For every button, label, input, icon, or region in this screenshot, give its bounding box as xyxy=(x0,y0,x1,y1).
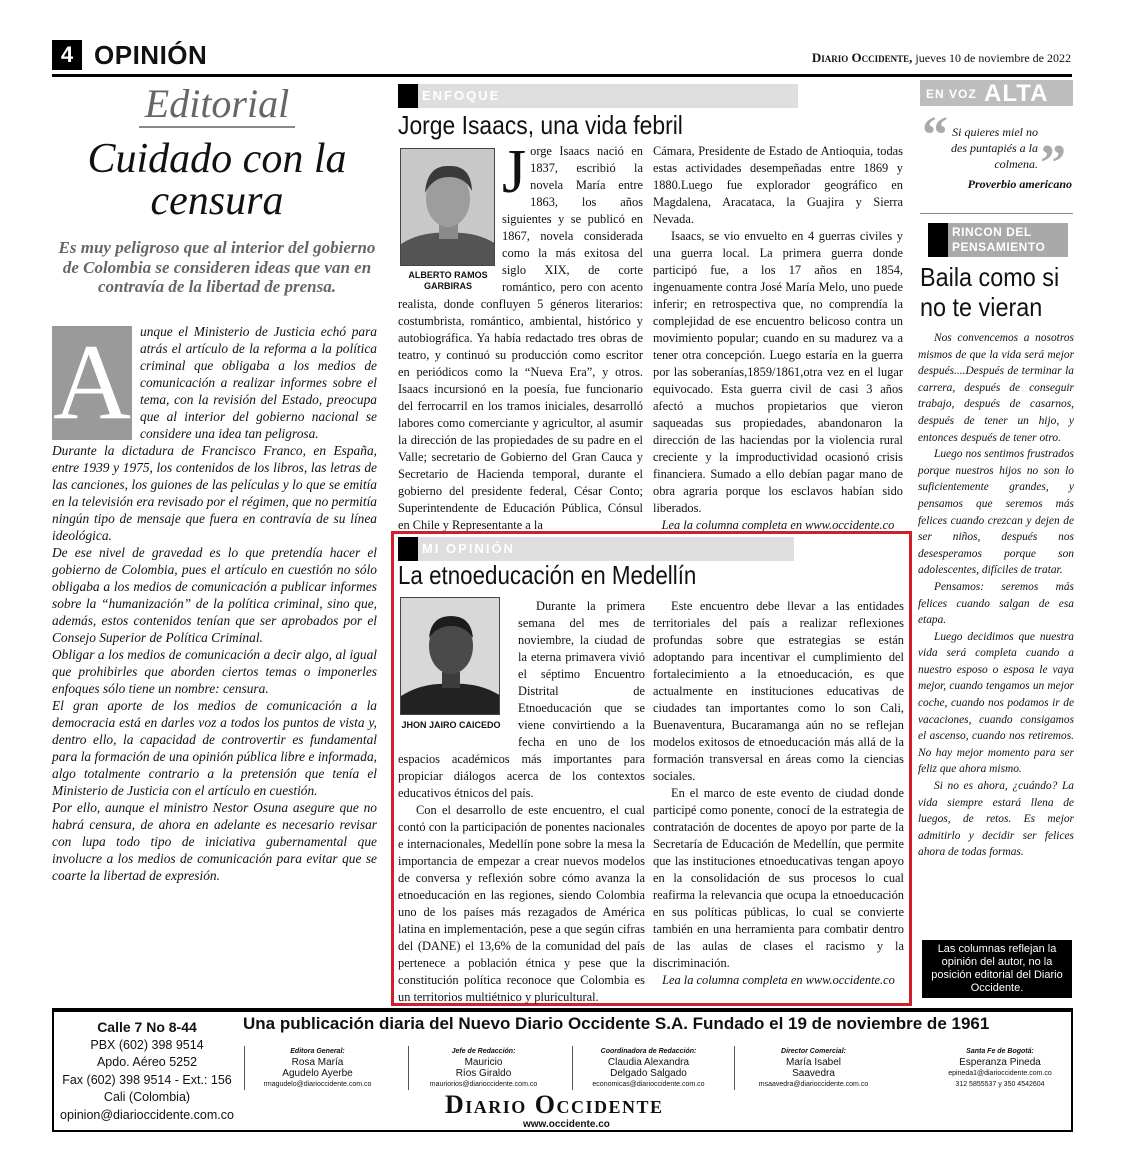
quote-text: Si quieres miel no des puntapiés a la colmena. xyxy=(951,125,1038,171)
rincon-paragraph: Luego decidimos que nuestra vida será completa cuando a nuestro esposo o esposa le vaya mejor, cuando tengamos un mejor coche, cuando nos podamos ir de vacaciones, cuando consigamos el ascenso, cuando nos retiremos. No hay mejor momento para ser feliz que ahora mismo. xyxy=(918,630,1074,776)
mi-opinion-more-link[interactable]: Lea la columna completa en www.occidente.co xyxy=(662,973,895,987)
address-city: Cali (Colombia) xyxy=(103,1090,191,1104)
staff-bogota: Santa Fe de Bogotá: Esperanza Pineda epineda1@diarioccidente.com.co 312 5855537 y 350 4542604 xyxy=(948,1048,1052,1088)
editorial-title: Cuidado con la censura xyxy=(87,136,347,224)
enfoque-author: ALBERTO RAMOS GARBIRAS xyxy=(408,270,488,291)
editorial-subtitle: Es muy peligroso que al interior del gobierno de Colombia se consideren ideas que van en contravía de la libertad de prensa. xyxy=(58,238,376,297)
mi-opinion-text: Durante la primera semana del mes de noviembre, la ciudad de la eterna primavera vivió el séptimo Encuentro Distrital de Etnoeducación que se viene convirtiendo a la fecha en uno de los espacios académicos más importantes para propiciar diálogos acerca de los contextos educativos étnicos del país. xyxy=(398,599,645,800)
quote-open-icon: “ xyxy=(922,107,948,164)
mi-opinion-label: MI OPINIÓN xyxy=(422,541,515,556)
rincon-body xyxy=(918,330,1074,861)
address-email[interactable]: opinion@diarioccidente.com.co xyxy=(60,1107,234,1122)
enfoque-column-2 xyxy=(653,143,903,534)
paper-name: Diario Occidente, xyxy=(811,50,913,65)
masthead-date xyxy=(812,50,1071,66)
mi-opinion-text: Con el desarrollo de este encuentro, el cual contó con la participación de ponentes nacionales e internacionales, Medellín pone sobre la mesa la importancia de empezar a crear nuevos modelos de conversa y reflexión sobre cómo avanza la etnoeducación en las regiones, siendo Colombia uno de los países más rezagados de América latina en implementación, pese a que según cifras del (DANE) el 13,6% de la comunidad del país pertenece a población étnica y pese que la constitución política reconoce que Colombia es un territorios multiétnico y pluricultural. xyxy=(398,803,645,1004)
editorial-paragraph: Durante la dictadura de Francisco Franco, en España, entre 1939 y 1975, los contenidos de los libros, las letras de las canciones, los guiones de las películas y lo que se emitía en la televisión era revisado por el régimen, que no permitía ningún tipo de mensaje que fuera en contravía de su línea ideológica. xyxy=(52,443,377,543)
mi-opinion-text: Este encuentro debe llevar a las entidades territoriales del país a realizar reflexiones profundas sobre que estrategias se están adoptando para incentivar el cumplimiento del fortalecimiento a la etnoeducación, es que actualmente en instituciones educativas de ciudades tan importantes como lo son Cali, Buenaventura, Bucaramanga aún no se reflejan modelos exitosos de etnoeducación más allá de la formación transversal en áreas como la ciencias sociales. xyxy=(653,599,904,783)
quote-close-icon: ” xyxy=(1040,135,1066,192)
enfoque-text: Isaacs, se vio envuelto en 4 guerras civiles y una guerra local. La primera guerra donde participó fue, a los 17 años en 1854, ingenuamente contra José María Melo, uno puede inferir; en retrospectiva que, no comprendía la complejidad de ese encuentro belicoso contra un movimiento popular; cuando en su madurez va a tener otra concepción. Luego estaría en la guerra por las soberanías,1859/1861,otra vez en el lugar equivocado. Esta guerra civil de casi 3 años afectó a muchos propietarios que vieron saqueadas sus propiedades, abandonaron la dirección de las haciendas por la violencia rural creciente y la improductividad ocasionó crisis financiera. Sumado a ello debían pagar mano de obra agraria porque los esclavos habían sido liberados. xyxy=(653,229,903,515)
rincon-paragraph: Si no es ahora, ¿cuándo? La vida siempre estará llena de luegos, de retos. Es mejor admitirlo y decidir ser felices ahora de todas formas. xyxy=(918,780,1074,859)
page-number: 4 xyxy=(52,40,82,70)
staff-coordinadora: Coordinadora de Redacción: Claudia Alexandra Delgado Salgado economicas@diarioccidente.com.co xyxy=(572,1046,724,1090)
en-voz-label: EN VOZ xyxy=(926,87,977,101)
rincon-header-bar xyxy=(928,223,1068,257)
address-apdo: Apdo. Aéreo 5252 xyxy=(96,1055,198,1069)
enfoque-header-bar xyxy=(398,84,798,108)
enfoque-text: orge Isaacs nació en 1837, escribió la novela María entre 1863, los años siguientes y se publicó en 1867, novela considerada como la más exitosa del siglo XIX, de corte romántico, pero con acento realista, donde confluyen 5 géneros literarios: costumbrista, romántico, ambiental, histórico y autobiográfica. Ya había redactado tres obras de teatro, y continuó su producción como escritor en periódicos como la “Nueva Era”, y otros. Isaacs incursionó en la poesía, fue funcionario del ferrocarril en los tramos iniciales, desarrolló labores como comerciante y agricultor, al asumir la dirección de las propiedades de su padre en el Valle; secretario de Gobierno del Gran Cauca y Secretario de Hacienda temporal, durante el gobierno del presidente federal, César Conto; Superintendente de Educación Pública, Cónsul en Chile y Representante a la xyxy=(398,144,643,532)
editorial-body xyxy=(52,323,377,884)
editorial-paragraph: De ese nivel de gravedad es lo que pretendía hacer el gobierno de Colombia, pues el artículo en cuestión no sólo obligaba a los medios de comunicación a publicar informes sobre la “humanización” de la política criminal, sino que, además, estos contenidos tenían que ser aprobados por el Consejo Superior de Política Criminal. xyxy=(52,545,377,645)
staff-director-comercial: Director Comercial: María Isabel Saavedra msaavedra@diarioccidente.com.co xyxy=(734,1046,892,1090)
editorial-paragraph: unque el Ministerio de Justicia echó para atrás el artículo de la reforma a la política criminal que obligaba a los medios de comunicación a realizar informes sobre el tema, con la revisión del Estado, preocupa que al interior del gobierno nacional se considere una idea tan peligrosa. xyxy=(140,324,377,441)
footer-address xyxy=(54,1019,240,1124)
enfoque-label: ENFOQUE xyxy=(422,88,501,103)
author-photo-jhon xyxy=(400,597,500,715)
rincon-label: RINCON DEL PENSAMIENTO xyxy=(952,225,1046,254)
mi-opinion-text: En el marco de este evento de ciudad donde participé como ponente, conocí de la estrategia de contratación de docentes de apoyo por parte de la Secretaría de Educación de Medellín, que permite que las instituciones etnoeducativas tengan apoyo en la consolidación de sus procesos lo cual reafirma la relevancia que ocupa la etnoeducación en sus políticas públicas, lo cual se convierte también en una herramienta para combatir dentro de las aulas de clases el racismo y la discriminación. xyxy=(653,786,904,970)
staff-editora: Editora General: Rosa María Agudelo Ayerbe rmagudelo@diarioccidente.com.co xyxy=(244,1046,390,1090)
editorial-drop-cap: A xyxy=(53,323,131,442)
enfoque-text: Cámara, Presidente de Estado de Antioquia, todas estas actividades desempeñadas entre 1869 y 1880.Luego fue explorador geográfico en Magdalena, Aracataca, la Guajira y Sierra Nevada. xyxy=(653,144,903,226)
mi-opinion-author: JHON JAIRO CAICEDO xyxy=(401,720,501,730)
quote-author: Proverbio americano xyxy=(967,177,1072,191)
editorial-paragraph: El gran aporte de los medios de comunicación a la democracia está en darles voz a todos los puntos de vista y, dentro ello, la capacidad de controvertir es fundamental para la formación de una opinión pública libre e informada, algo totalmente contrario a la pretensión que tenía el Ministerio de Justicia con el artículo en cuestión. xyxy=(52,698,377,798)
alta-label: ALTA xyxy=(984,80,1049,107)
header-rule xyxy=(52,74,1072,77)
disclaimer-note: Las columnas reflejan la opinión del autor, no la posición editorial del Diario Occidente. xyxy=(922,940,1072,998)
address-street: Calle 7 No 8-44 xyxy=(97,1019,197,1035)
rincon-paragraph: Pensamos: seremos más felices cuando salgan de esa etapa. xyxy=(918,580,1074,627)
issue-date: jueves 10 de noviembre de 2022 xyxy=(912,51,1071,65)
enfoque-title: Jorge Isaacs, una vida febril xyxy=(398,110,683,140)
en-voz-alta-header xyxy=(920,80,1073,106)
editorial-label: Editorial xyxy=(52,80,382,127)
address-pbx: PBX (602) 398 9514 xyxy=(90,1037,204,1052)
editorial-paragraph: Obligar a los medios de comunicación a decir algo, al igual que prohibirles que aborden ciertos temas o imponerles enfoques sólo tiene un nombre: censura. xyxy=(52,647,377,696)
rincon-paragraph: Nos convencemos a nosotros mismos de que la vida será mejor después....Después de terminar la carrera, después de conseguir trabajo, después de casarnos, después de tener un hijo, y entonces después de tener otro. xyxy=(918,332,1074,444)
author-photo-alberto xyxy=(400,148,495,266)
website-url[interactable]: www.occidente.co xyxy=(523,1119,610,1130)
enfoque-drop-cap: J xyxy=(502,138,527,206)
staff-jefe-redaccion: Jefe de Redacción: Mauricio Ríos Giraldo mauriorios@diarioccidente.com.co xyxy=(408,1046,558,1090)
mi-opinion-header-bar xyxy=(398,537,794,561)
rincon-paragraph: Luego nos sentimos frustrados porque nuestros hijos no son lo suficientemente grandes, y pensamos que seremos más felices cuando crezcan y dejen de ser niños, después nos desesperamos porque son adolescentes, difíciles de tratar. xyxy=(918,448,1074,577)
section-title: OPINIÓN xyxy=(94,40,208,70)
publication-line: Una publicación diaria del Nuevo Diario Occidente S.A. Fundado el 19 de noviembre de 1961 xyxy=(243,1014,990,1033)
mi-opinion-column-2 xyxy=(653,598,904,989)
enfoque-more-link[interactable]: Lea la columna completa en www.occidente.co xyxy=(661,518,895,532)
quote-divider xyxy=(920,213,1073,214)
diario-occidente-logo: Diario Occidente xyxy=(445,1090,664,1119)
address-fax: Fax (602) 398 9514 - Ext.: 156 xyxy=(62,1072,232,1087)
rincon-title: Baila como si no te vieran xyxy=(920,262,1060,322)
mi-opinion-title: La etnoeducación en Medellín xyxy=(398,560,697,590)
editorial-paragraph: Por ello, aunque el ministro Nestor Osuna asegure que no habrá censura, de ahora en adelante es necesario revisar con lupa todo tipo de iniciativa gubernamental que involucre a los medios de comunicación para evitar que se coarte la libertad de expresión. xyxy=(52,800,377,883)
